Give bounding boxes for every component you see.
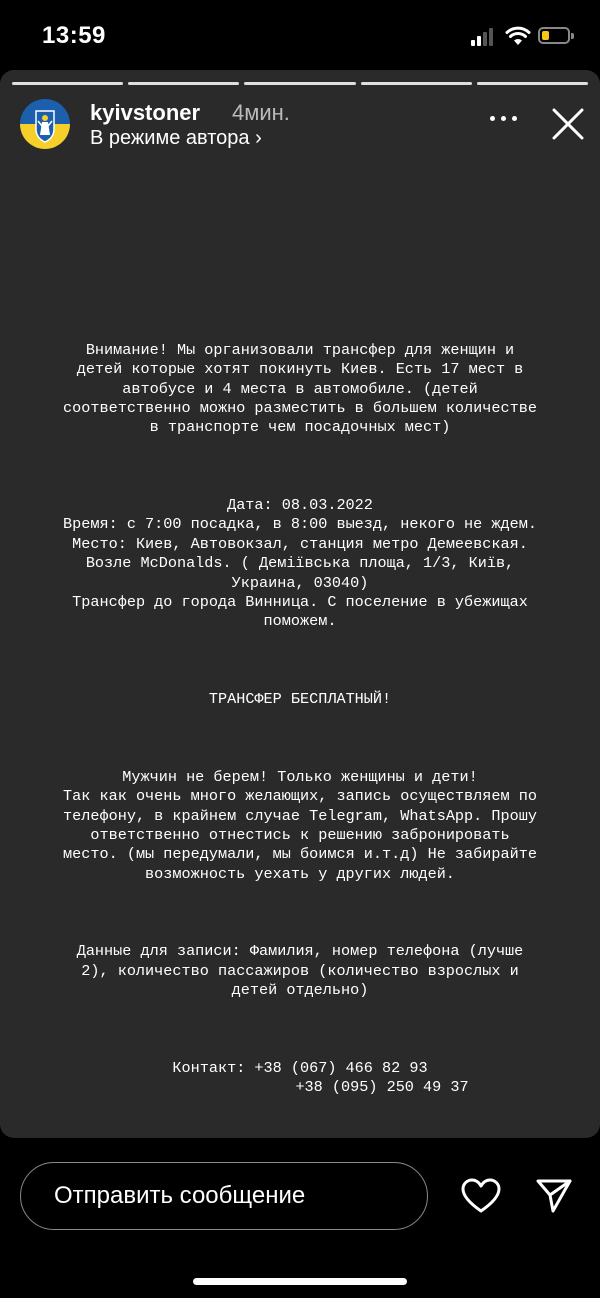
- home-indicator: [193, 1278, 407, 1285]
- avatar[interactable]: [20, 99, 70, 149]
- story-reply-bar: [0, 1140, 600, 1298]
- free-transfer-note: ТРАНСФЕР БЕСПЛАТНЫЙ!: [208, 690, 392, 709]
- contact-phones: Контакт: +38 (067) 466 82 93 +38 (095) 250 49 37: [172, 1058, 469, 1097]
- progress-segment: [12, 82, 123, 85]
- rules-paragraph: Мужчин не берем! Только женщины и дети! Так как очень много желающих, запись осуществляем по телефону, в крайнем случае Telegram, WhatsApp. Прошу ответственно отнестись к решению забронировать место. (мы передумали, мы боимся и.т.д) Не забирайте возможность уехать у других людей.: [63, 767, 537, 883]
- announcement-paragraph: Внимание! Мы организовали трансфер для женщин и детей которые хотят покинуть Киев. Есть 17 мест в автобусе и 4 места в автомобиле. (детей соответственно можно разместить в большем количестве в транспорте чем посадочных мест): [63, 340, 537, 437]
- progress-segment: [244, 82, 355, 85]
- progress-segment: [361, 82, 472, 85]
- story-time-ago: 4мин.: [232, 100, 290, 125]
- registration-data: Данные для записи: Фамилия, номер телефона (лучше 2), количество пассажиров (количество взрослых и детей отдельно): [76, 942, 524, 1000]
- transfer-details: Дата: 08.03.2022 Время: с 7:00 посадка, в 8:00 выезд, некого не ждем. Место: Киев, Автовокзал, станция метро Демеевская. Возле McDonalds. ( Деміївська площа, 1/3, Київ, Украина, 03040) Трансфер до города Винница. С поселение в убежищах поможем.: [63, 496, 537, 631]
- wifi-icon: [505, 25, 531, 47]
- story-card[interactable]: [0, 70, 600, 1138]
- battery-icon: [538, 27, 570, 44]
- story-text: [20, 302, 580, 1138]
- signal-icon: [471, 28, 497, 46]
- status-time: 13:59: [42, 22, 106, 49]
- progress-segment: [477, 82, 588, 85]
- story-progress-bar: [12, 82, 588, 85]
- story-username[interactable]: kyivstoner: [90, 100, 201, 125]
- progress-segment: [128, 82, 239, 85]
- author-mode-link[interactable]: В режиме автора ›: [90, 127, 262, 149]
- more-icon[interactable]: [490, 108, 518, 128]
- send-icon[interactable]: [535, 1178, 573, 1214]
- message-input[interactable]: Отправить сообщение: [20, 1162, 428, 1230]
- heart-icon[interactable]: [461, 1178, 501, 1214]
- close-icon[interactable]: [551, 107, 585, 141]
- status-bar: [0, 0, 600, 72]
